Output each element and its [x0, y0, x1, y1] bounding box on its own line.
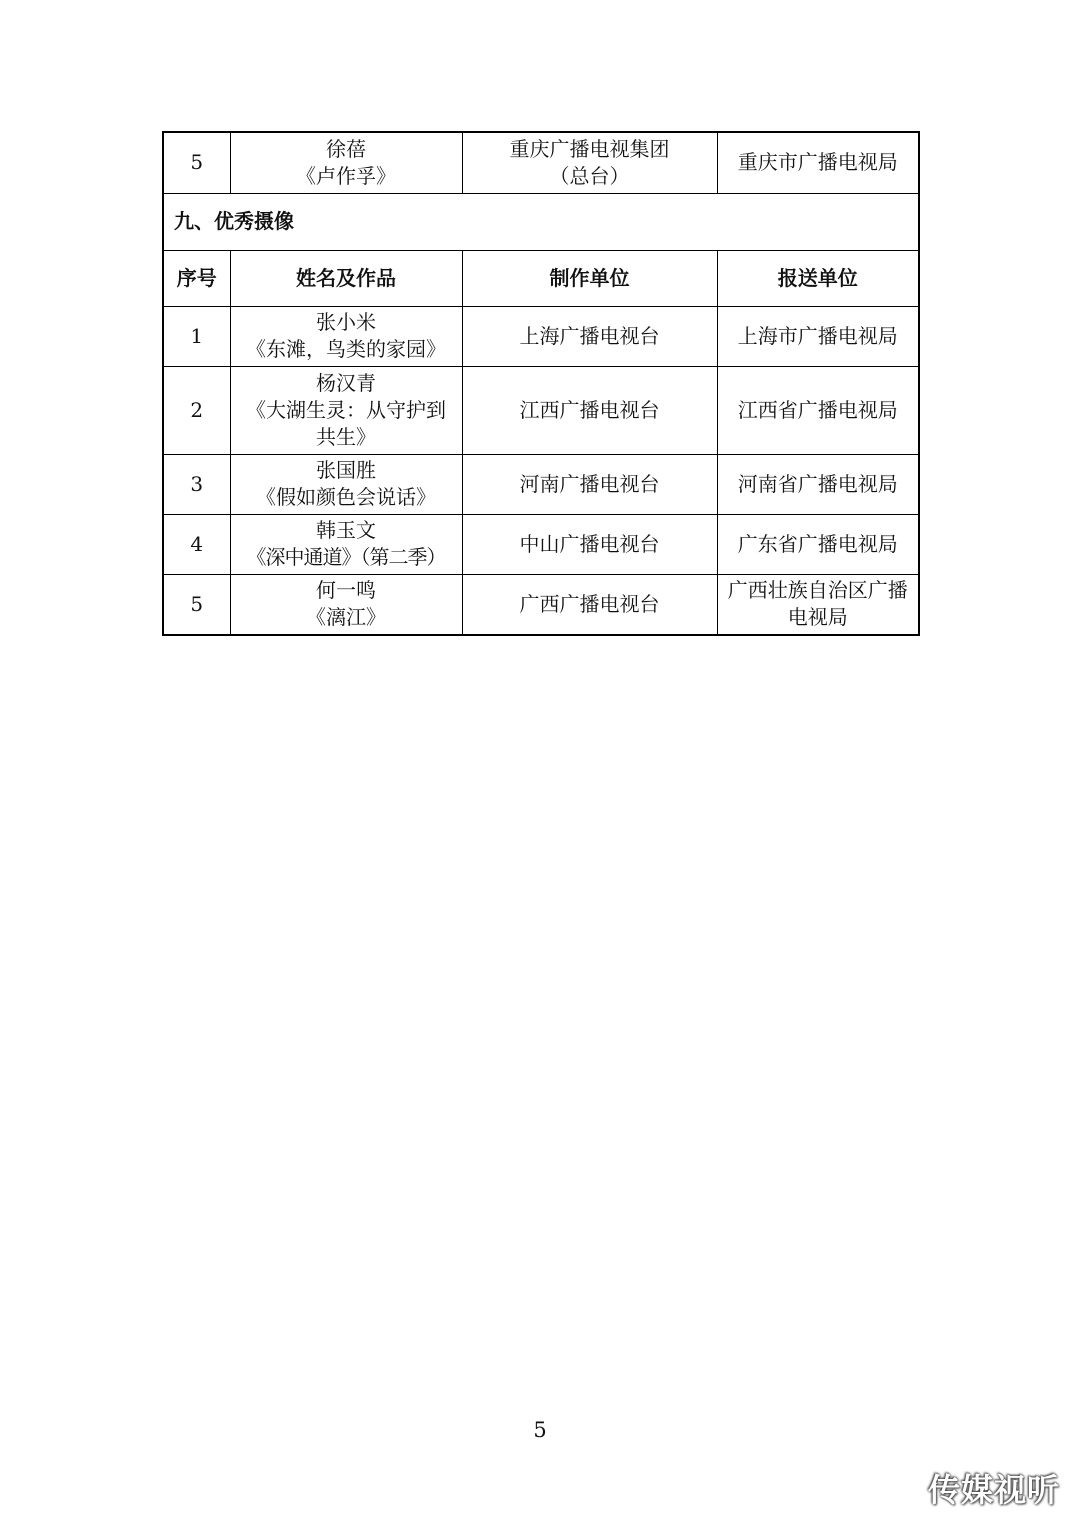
submitter-cell: 河南省广播电视局 [717, 454, 919, 514]
producer-cell: 上海广播电视台 [462, 306, 717, 366]
table-row [163, 454, 919, 514]
table-row [163, 306, 919, 366]
header-index: 序号 [163, 250, 230, 306]
submitter-cell [717, 574, 919, 635]
name-work-cell [230, 306, 462, 366]
header-row [163, 250, 919, 306]
producer-cell: 河南广播电视台 [462, 454, 717, 514]
name-work-cell [230, 574, 462, 635]
header-producer: 制作单位 [462, 250, 717, 306]
person-name: 徐蓓 [326, 136, 366, 161]
section-title: 九、优秀摄像 [163, 193, 919, 250]
work-title: 《假如颜色会说话》 [256, 485, 436, 509]
header-submitter: 报送单位 [717, 250, 919, 306]
table-row [163, 366, 919, 454]
awards-table [162, 131, 920, 636]
work-title: 《东滩，鸟类的家园》 [246, 337, 446, 361]
submitter-text: 广西壮族自治区广播电视局 [727, 578, 908, 630]
page-number: 5 [533, 1418, 547, 1442]
submitter-cell: 广东省广播电视局 [717, 514, 919, 574]
producer-cell: 广西广播电视台 [462, 574, 717, 635]
row-index: 5 [163, 574, 230, 635]
person-name: 杨汉青 [316, 370, 376, 395]
row-index: 3 [163, 454, 230, 514]
name-work-cell [230, 366, 462, 454]
person-name: 韩玉文 [316, 518, 376, 542]
name-work-cell [230, 454, 462, 514]
table-row [163, 574, 919, 635]
person-name: 张小米 [316, 310, 376, 334]
row-index: 5 [163, 132, 230, 193]
producer-line-2: （总台） [549, 163, 630, 188]
row-index: 1 [163, 306, 230, 366]
submitter-cell: 上海市广播电视局 [717, 306, 919, 366]
submitter-cell: 江西省广播电视局 [717, 366, 919, 454]
work-title: 《大湖生灵：从守护到共生》 [246, 397, 446, 449]
producer-cell: 中山广播电视台 [462, 514, 717, 574]
work-title: 《深中通道》（第二季） [246, 545, 446, 569]
submitter-cell: 重庆市广播电视局 [717, 132, 919, 193]
table-row [163, 132, 919, 193]
watermark: 传媒视听 [927, 1471, 1060, 1509]
name-work-cell [230, 514, 462, 574]
name-work-cell [230, 132, 462, 193]
producer-cell [462, 132, 717, 193]
producer-cell: 江西广播电视台 [462, 366, 717, 454]
section-row [163, 193, 919, 250]
header-name-work: 姓名及作品 [230, 250, 462, 306]
table-row [163, 514, 919, 574]
producer-line-1: 重庆广播电视集团 [509, 136, 670, 161]
row-index: 4 [163, 514, 230, 574]
work-title: 《卢作孚》 [296, 163, 396, 188]
person-name: 张国胜 [316, 458, 376, 482]
person-name: 何一鸣 [316, 578, 376, 603]
row-index: 2 [163, 366, 230, 454]
work-title: 《漓江》 [306, 605, 386, 630]
